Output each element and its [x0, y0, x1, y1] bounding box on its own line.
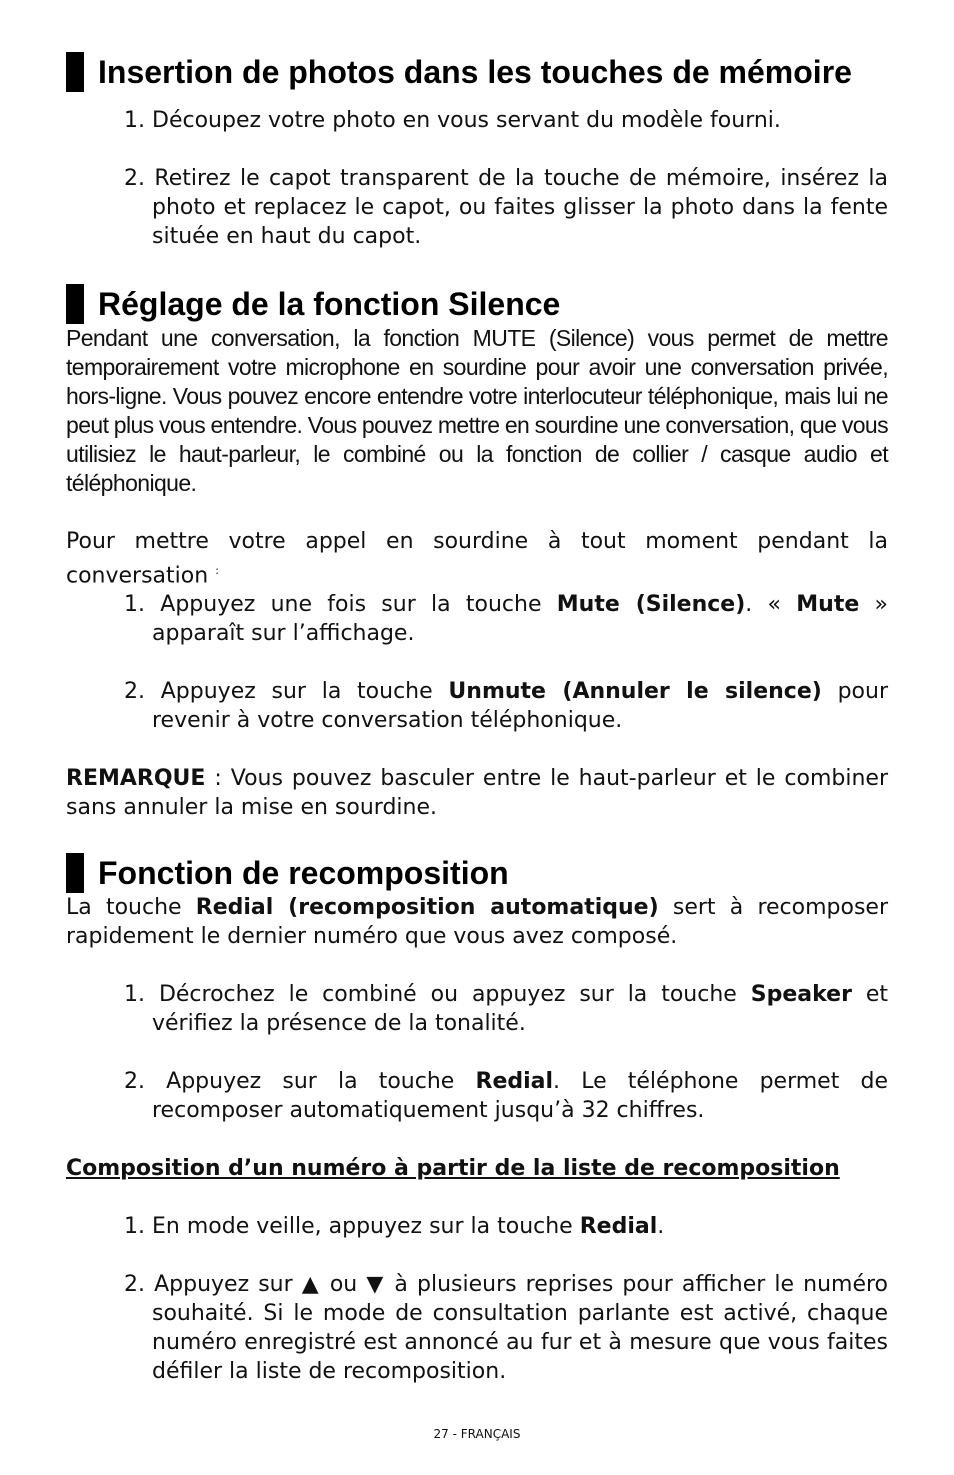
redial-list-subheading: Composition d’un numéro à partir de la liste de recomposition	[66, 1156, 840, 1182]
page-footer: 27 - FRANÇAIS	[433, 1427, 521, 1441]
section-title-text: Fonction de recomposition	[98, 855, 509, 892]
section-title-silence	[66, 284, 888, 324]
redial-list-steps	[66, 1212, 888, 1386]
redial-steps	[66, 980, 888, 1125]
list-item: 2. Retirez le capot transparent de la touche de mémoire, insérez la photo et replacez le capot, ou faites glisser la photo dans la fente située en haut du capot.	[124, 166, 888, 249]
document-page	[66, 52, 888, 1386]
silence-steps	[66, 590, 888, 735]
list-item: 2. Appuyez sur la touche Unmute (Annuler le silence) pour revenir à votre conversation téléphonique.	[124, 679, 888, 734]
section-title-text: Insertion de photos dans les touches de mémoire	[98, 54, 852, 90]
silence-lead-paragraph: Pour mettre votre appel en sourdine à tout moment pendant la conversation :	[66, 529, 888, 589]
note-paragraph: REMARQUE : Vous pouvez basculer entre le haut-parleur et le combiner sans annuler la mise en sourdine.	[66, 766, 888, 821]
photo-steps	[66, 106, 888, 251]
list-item: 2. Appuyez sur ▲ ou ▼ à plusieurs reprises pour afficher le numéro souhaité. Si le mode de consultation parlante est activé, chaque numéro enregistré est annoncé au fur et à mesure que vous faites défiler la liste de recomposition.	[124, 1272, 888, 1385]
heading-bar-icon	[66, 853, 84, 893]
list-item: 1. Appuyez une fois sur la touche Mute (Silence). « Mute » apparaît sur l’affichage.	[124, 592, 889, 647]
section-title-text: Réglage de la fonction Silence	[98, 286, 561, 322]
section-title-photos	[66, 52, 888, 92]
heading-bar-icon	[66, 284, 84, 324]
section-title-redial	[66, 853, 888, 893]
list-item: 1. Décrochez le combiné ou appuyez sur la touche Speaker et vérifiez la présence de la tonalité.	[124, 982, 889, 1037]
silence-intro-paragraph: Pendant une conversation, la fonction MUTE (Silence) vous permet de mettre temporairement votre microphone en sourdine pour avoir une conversation privée, hors-ligne. Vous pouvez encore entendre votre interlocuteur téléphonique, mais lui ne peut plus vous entendre. Vous pouvez mettre en sourdine une conversation, que vous utilisiez le haut-parleur, le combiné ou la fonction de collier / casque audio et téléphonique.	[66, 325, 888, 496]
list-item: 2. Appuyez sur la touche Redial. Le téléphone permet de recomposer automatiquement jusqu’à 32 chiffres.	[124, 1069, 888, 1124]
redial-intro-paragraph: La touche Redial (recomposition automatique) sert à recomposer rapidement le dernier numéro que vous avez composé.	[66, 895, 888, 950]
list-item: 1. En mode veille, appuyez sur la touche Redial.	[124, 1214, 665, 1240]
list-item: 1. Découpez votre photo en vous servant du modèle fourni.	[124, 108, 781, 133]
heading-bar-icon	[66, 52, 84, 92]
